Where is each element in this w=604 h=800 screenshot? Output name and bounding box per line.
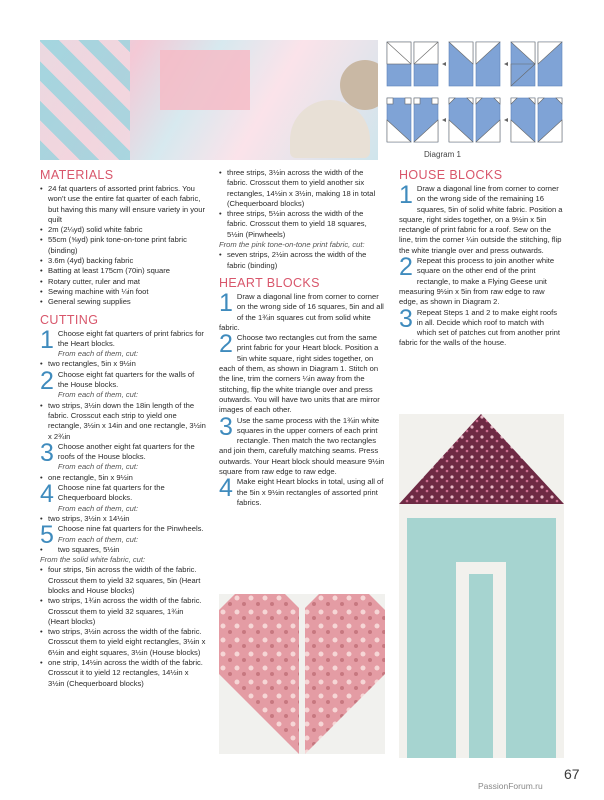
cutting-step-1: 1 Choose eight fat quarters of print fabrics for the Heart blocks. — [40, 325, 204, 354]
list-item: • 3.6m (4yd) backing fabric — [40, 256, 206, 266]
cutting-sub: From each of them, cut: — [57, 462, 139, 472]
house-blocks-heading: HOUSE BLOCKS — [399, 168, 503, 182]
cutting-sub: From each of them, cut: — [57, 390, 139, 400]
heart-step-4: 4 Make eight Heart blocks in total, using all of the 5in x 9½in rectangles of assorted print fabrics. — [219, 474, 384, 507]
diagram-1 — [386, 40, 564, 160]
quilt-photo — [40, 40, 378, 160]
list-item: • Sewing machine with ¼in foot — [40, 287, 206, 297]
cutting-step-4: 4 Choose nine fat quarters for the Chequerboard blocks. — [40, 480, 165, 509]
house-step-2: 2 Repeat this process to join another white square on the other end of the print rectangle, to make a Flying Geese unit measuring 9½in x 5in from raw edge to raw edge, as shown in Diagram 2. — [399, 253, 555, 307]
cutting-sub: From each of them, cut: — [57, 503, 139, 513]
list-item: • Rotary cutter, ruler and mat — [40, 277, 206, 287]
heart-step-2: 2 Choose two rectangles cut from the same print fabric for your Heart block. Position a 5in white square, right sides together, on each of them, as shown in Diagram 1. Stitch on the line, trim the corners ¼in away from the stitching, flip the white triangle over and press outwards. You will have two units that are mirror images of each other. — [219, 330, 380, 415]
column-3 — [399, 168, 565, 349]
cutting-step-5: 5 Choose nine fat quarters for the Pinwheels. — [40, 521, 204, 550]
list-item: • General sewing supplies — [40, 297, 206, 307]
list-item: • three strips, 5½in across the width of the fabric. Crosscut them to yield 18 squares, 5½in (Pinwheels) — [219, 209, 385, 240]
house-step-1: 1 Draw a diagonal line from corner to corner on the wrong side of the remaining 16 squares, 5in of solid white fabric. Position a square, right sides together, on a 9½in x 5in rectangle of print fabric for a roof. Sew on the line, trim the corner ¼in outside the stitching, flip the white triangle over and press outwards. — [399, 181, 563, 255]
list-item: • seven strips, 2½in across the width of the fabric (binding) — [219, 250, 385, 271]
list-item: • two strips, 3½in across the width of the fabric. Crosscut them to yield eight rectangles, 3½in x 6½in and eight squares, 3½in (House blocks) — [40, 627, 206, 658]
list-item: • one rectangle, 5in x 9½in — [40, 473, 206, 483]
list-item: • 2m (2¼yd) solid white fabric — [40, 225, 206, 235]
cutting-sub: From the solid white fabric, cut: — [40, 555, 146, 565]
watermark: PassionForum.ru — [478, 781, 543, 791]
cutting-sub: From the pink tone-on-tone print fabric, cut: — [219, 240, 365, 250]
cutting-sub: From each of them, cut: — [57, 349, 139, 359]
list-item: • two strips, 1¾in across the width of the fabric. Crosscut them to yield 32 squares, 1¾in (Heart blocks) — [40, 596, 206, 627]
list-item: • two squares, 5½in — [40, 545, 206, 555]
list-item: • two strips, 3½in down the 18in length of the fabric. Crosscut each strip to yield one rectangle, 3½in x 14in and one rectangle, 3½in x 2¾in — [40, 401, 206, 442]
list-item: • four strips, 5in across the width of the fabric. Crosscut them to yield 32 squares, 5in (Heart blocks and House blocks) — [40, 565, 206, 596]
house-block-photo — [399, 414, 564, 758]
cutting-heading: CUTTING — [40, 312, 99, 327]
house-step-3: 3 Repeat Steps 1 and 2 to make eight roofs in all. Decide which roof to match with which set of patches cut from another print fabric for the walls of the house. — [399, 304, 560, 348]
cutting-step-3: 3 Choose another eight fat quarters for the roofs of the House blocks. — [40, 438, 195, 467]
heart-block-photo — [219, 594, 385, 754]
list-item: • 55cm (⅝yd) pink tone-on-tone print fabric (binding) — [40, 235, 206, 256]
column-2 — [219, 168, 385, 508]
list-item: • Batting at least 175cm (70in) square — [40, 266, 206, 276]
list-item: • two strips, 3½in x 14½in — [40, 514, 206, 524]
page-number: 67 — [564, 766, 580, 782]
cutting-step-2: 2 Choose eight fat quarters for the walls of the House blocks. — [40, 366, 195, 395]
column-1 — [40, 168, 206, 689]
list-item: • three strips, 3½in across the width of the fabric. Crosscut them to yield another six rectangles, 14½in x 3½in, making 18 in total (Chequerboard blocks) — [219, 168, 385, 209]
heart-step-3: 3 Use the same process with the 1¾in white squares in the upper corners of each print rectangle. Then match the two rectangles and join them, carefully matching seams. Press outwards. Your Heart block should measure 9½in square from raw edge to raw edge. — [219, 412, 385, 477]
materials-list — [40, 184, 206, 308]
diagram-caption: Diagram 1 — [424, 150, 461, 159]
heart-step-1: 1 Draw a diagonal line from corner to corner on the wrong side of 16 squares, 5in and all of the 1¾in squares cut from solid white fabric. — [219, 288, 384, 332]
list-item: • one strip, 14½in across the width of the fabric. Crosscut it to yield 12 rectangles, 14½in x 3½in (Chequerboard blocks) — [40, 658, 206, 689]
cutting-sub: From each of them, cut: — [57, 534, 139, 544]
list-item: • two rectangles, 5in x 9½in — [40, 359, 206, 369]
heart-blocks-heading: HEART BLOCKS — [219, 275, 320, 290]
list-item: • 24 fat quarters of assorted print fabrics. You won’t use the entire fat quarter of each fabric, but having this many will ensure variety in your quilt — [40, 184, 206, 225]
materials-heading: MATERIALS — [40, 168, 114, 182]
